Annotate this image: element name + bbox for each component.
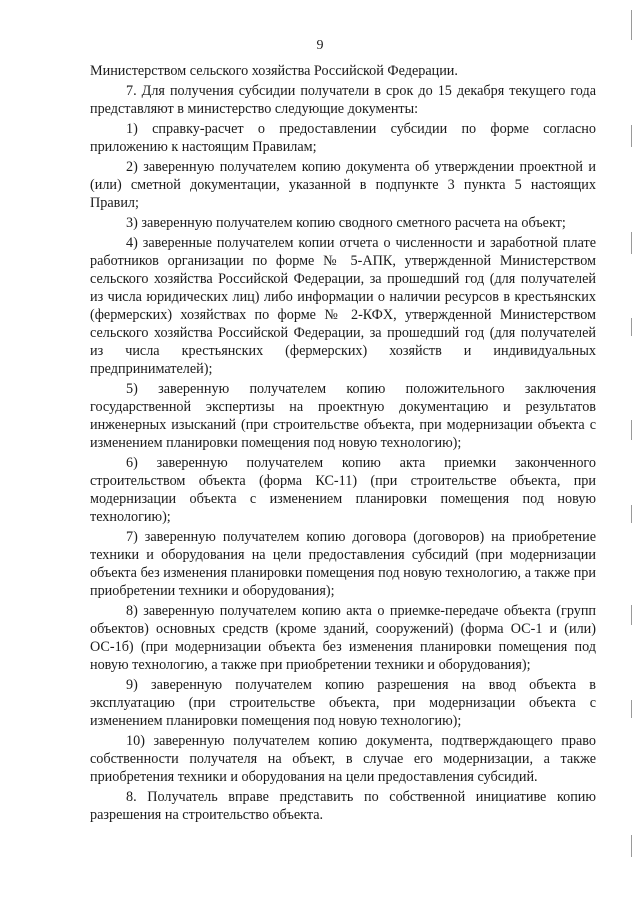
subitem-4: 4) заверенные получателем копии отчета о численности и заработной плате работников организации по форме № 5-АПК, утвержденной Министерством сельского хозяйства Российской Федерации, за прошедший год (для получателей из числа юридических лиц) либо информации о наличии ресурсов в крестьянских (фермерских) хозяйствах по форме № 2-КФХ, утвержденной Министерством сельского хозяйства Российской Федерации, за прошедший год (для получателей из числа крестьянских (фермерских) хозяйств и индивидуальных предпринимателей); — [90, 235, 596, 377]
subitem-1: 1) справку-расчет о предоставлении субсидии по форме согласно приложению к настоящим Правилам; — [90, 121, 596, 155]
document-body — [90, 62, 596, 826]
paragraph-continuation: Министерством сельского хозяйства Российской Федерации. — [90, 63, 458, 79]
scan-edge-mark — [631, 835, 632, 857]
subitem-5: 5) заверенную получателем копию положительного заключения государственной экспертизы на проектную документацию и результатов инженерных изысканий (при строительстве объекта, при модернизации объекта с изменением планировки помещения под новую технологию); — [90, 381, 596, 451]
scan-edge-mark — [631, 700, 632, 718]
subitem-9: 9) заверенную получателем копию разрешения на ввод объекта в эксплуатацию (при строительстве объекта, при модернизации объекта с изменением планировки помещения под новую технологию); — [90, 677, 596, 729]
subitem-8: 8) заверенную получателем копию акта о приемке-передаче объекта (групп объектов) основных средств (кроме зданий, сооружений) (форма ОС-1 и (или) ОС-1б) (при модернизации объекта без изменения планировки помещения под новую технологию, а также при приобретении техники и оборудования); — [90, 603, 596, 673]
subitem-10: 10) заверенную получателем копию документа, подтверждающего право собственности получателя на объект, в случае его модернизации, а также приобретения техники и оборудования на цели предоставления субсидий. — [90, 733, 596, 785]
subitem-3: 3) заверенную получателем копию сводного сметного расчета на объект; — [126, 215, 566, 231]
paragraph-item-8: 8. Получатель вправе представить по собственной инициативе копию разрешения на строительство объекта. — [90, 789, 596, 823]
subitem-7: 7) заверенную получателем копию договора (договоров) на приобретение техники и оборудования на цели предоставления субсидий (при модернизации объекта без изменения планировки помещения под новую технологию, а также при приобретении техники и оборудования); — [90, 529, 596, 599]
subitem-2: 2) заверенную получателем копию документа об утверждении проектной и (или) сметной документации, указанной в подпункте 3 пункта 5 настоящих Правил; — [90, 159, 596, 211]
paragraph-item-7: 7. Для получения субсидии получатели в срок до 15 декабря текущего года представляют в министерство следующие документы: — [90, 83, 596, 117]
page-number: 9 — [316, 38, 324, 53]
scan-edge-mark — [631, 10, 632, 40]
scan-edge-mark — [631, 125, 632, 147]
scan-edge-mark — [631, 318, 632, 336]
scan-edge-mark — [631, 605, 632, 625]
scan-edge-mark — [631, 232, 632, 254]
subitem-6: 6) заверенную получателем копию акта приемки законченного строительством объекта (форма КС-11) (при строительстве объекта, при модернизации объекта с изменением планировки помещения под новую технологию); — [90, 455, 596, 525]
scan-edge-mark — [631, 505, 632, 523]
scan-edge-mark — [631, 420, 632, 440]
